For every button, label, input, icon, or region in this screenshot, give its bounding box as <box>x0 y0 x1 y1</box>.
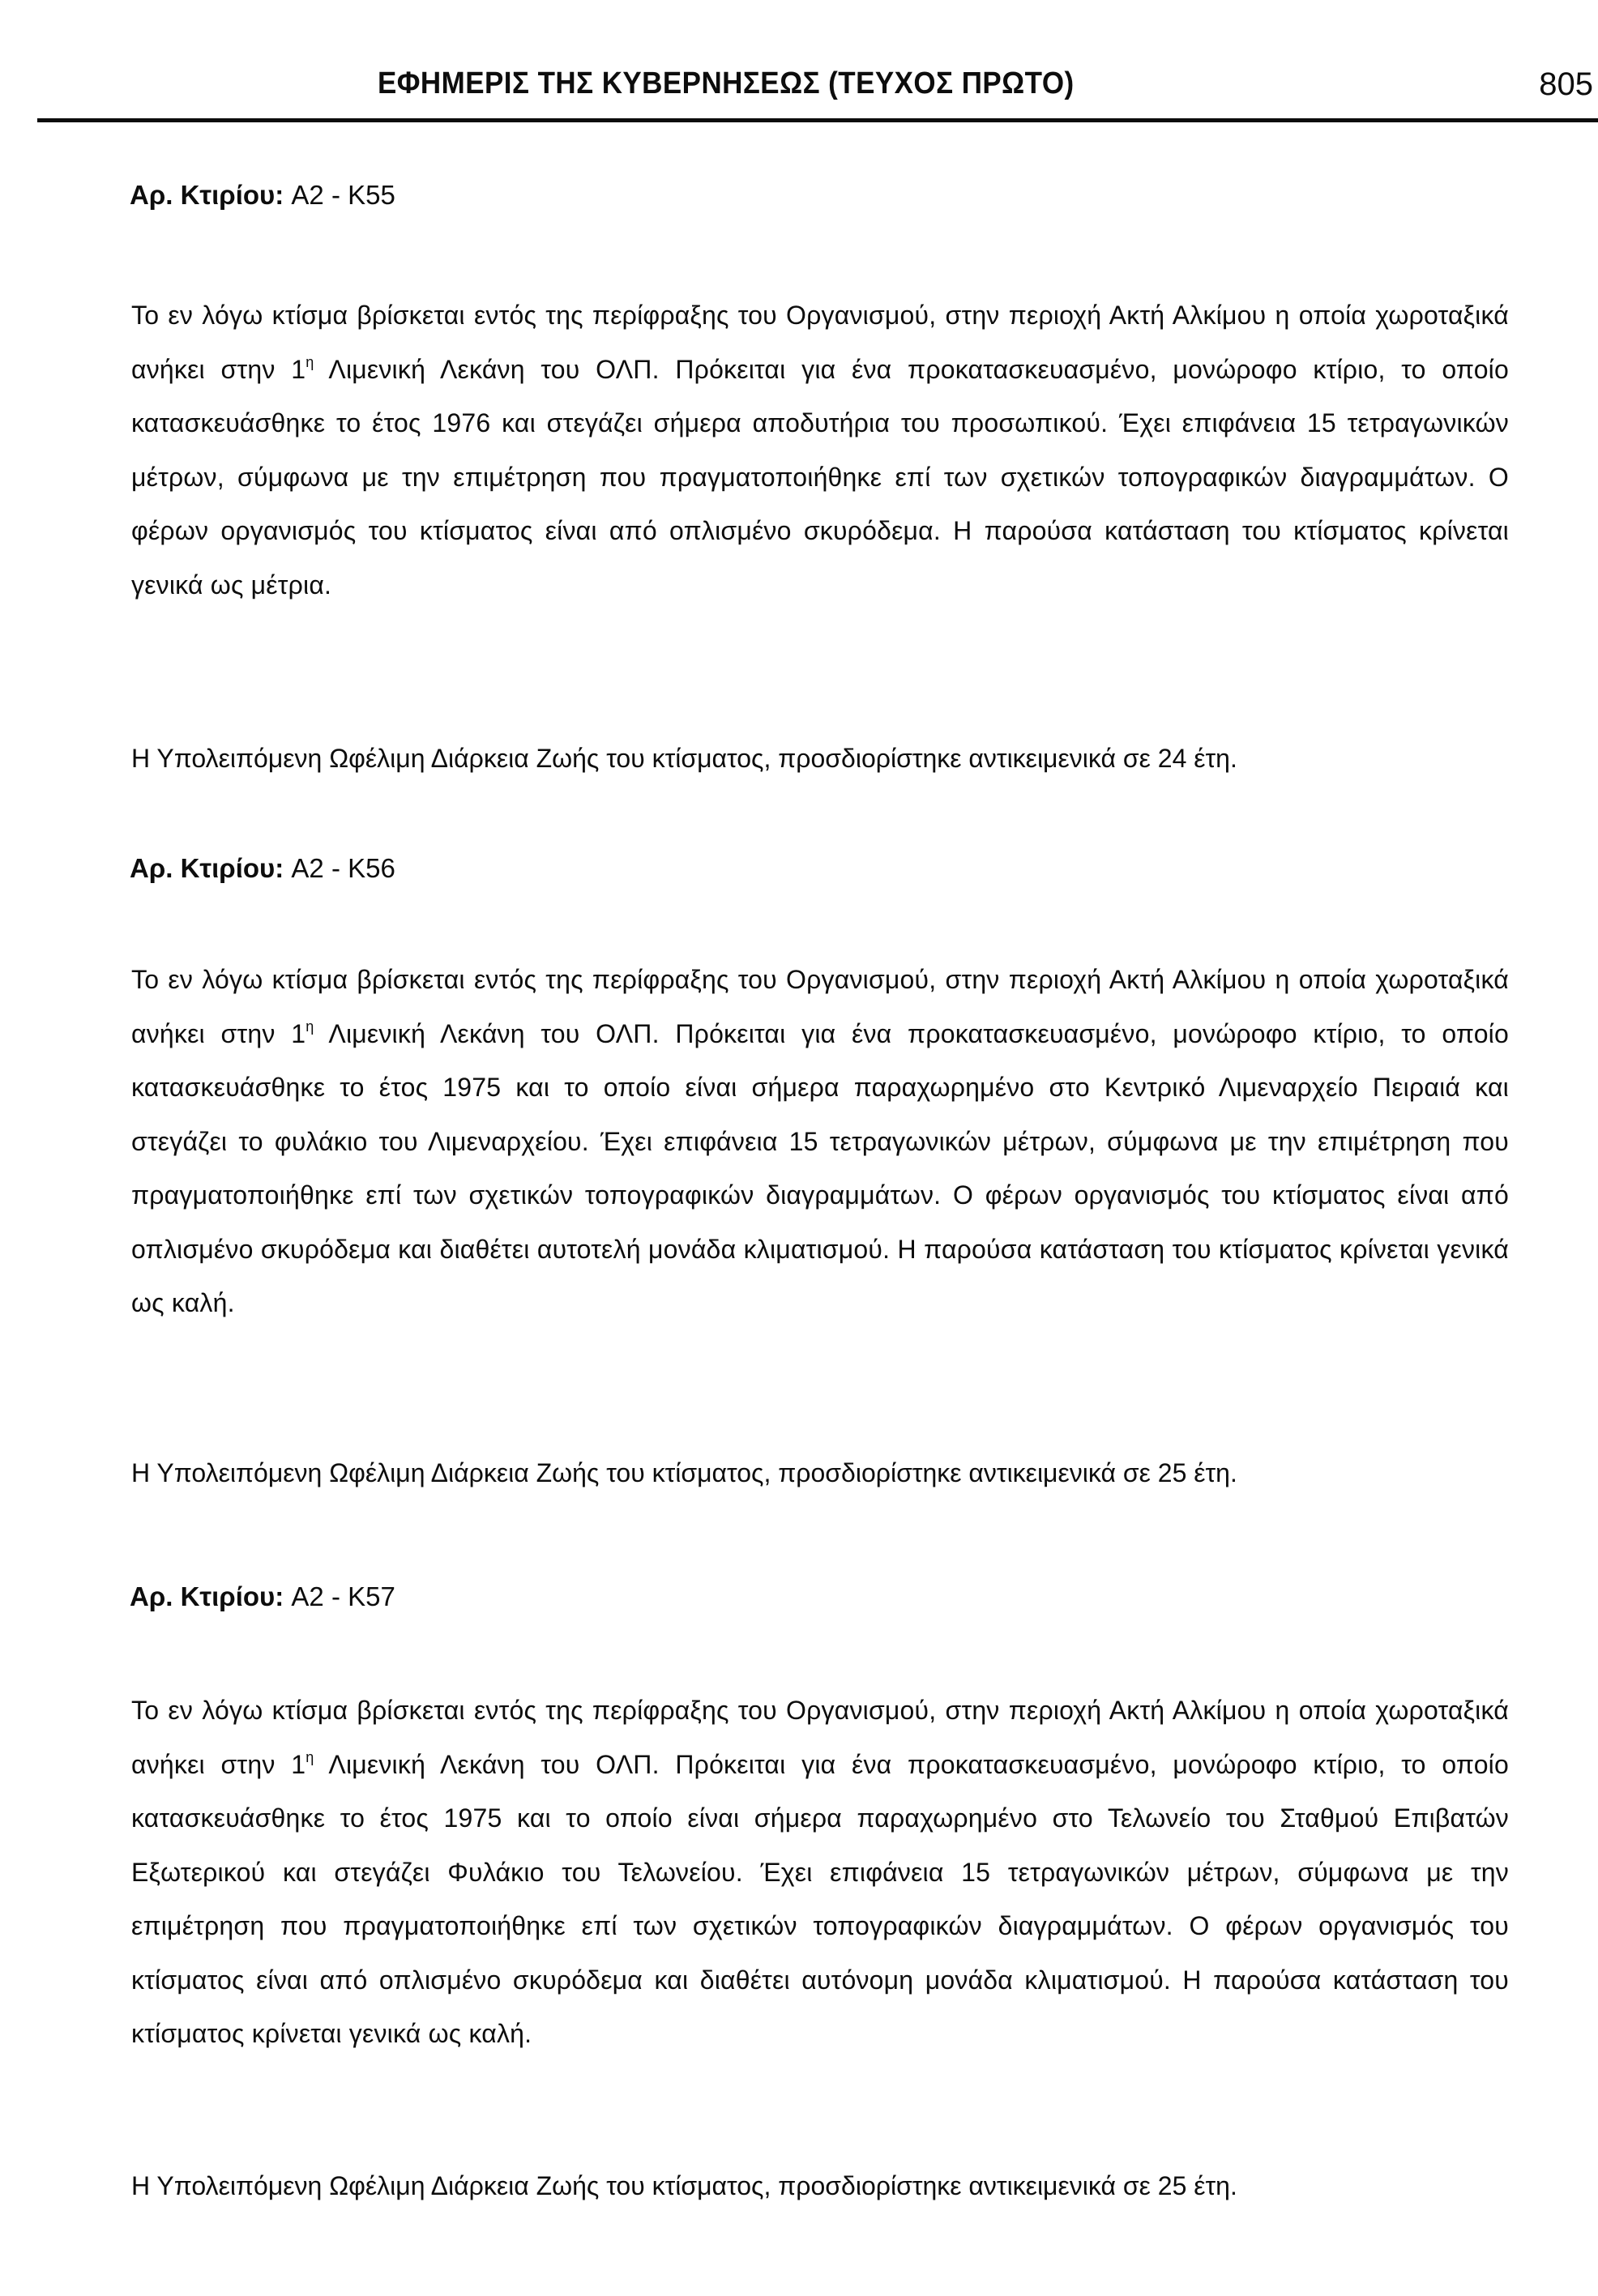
building-code: Α2 - Κ57 <box>291 1581 395 1611</box>
building-heading-k56 <box>130 853 395 884</box>
building-heading-k57 <box>130 1581 395 1612</box>
building-number-label: Αρ. Κτιρίου: <box>130 1581 284 1611</box>
ordinal-superscript: η <box>306 1748 314 1765</box>
remaining-life-k56: Η Υπολειπόμενη Ωφέλιμη Διάρκεια Ζωής του κτίσματος, προσδιορίστηκε αντικειμενικά σε 25 έτη. <box>131 1458 1237 1487</box>
building-description-k55 <box>131 288 1509 612</box>
building-code: Α2 - Κ55 <box>291 180 395 210</box>
building-number-label: Αρ. Κτιρίου: <box>130 180 284 210</box>
building-number-label: Αρ. Κτιρίου: <box>130 853 284 883</box>
building-description-k56 <box>131 953 1509 1330</box>
description-text: Το εν λόγω κτίσμα βρίσκεται εντός της περίφραξης του Οργανισμού, στην περιοχή Ακτή Αλκίμου η οποία χωροταξικά ανήκει στην 1 <box>131 965 1509 1048</box>
description-text: Λιμενική Λεκάνη του ΟΛΠ. Πρόκειται για ένα προκατασκευασμένο, μονώροφο κτίριο, το οποίο κατασκευάσθηκε το έτος 1975 και το οποίο είναι σήμερα παραχωρημένο στο Κεντρικό Λιμεναρχείο Πειραιά και στεγάζει το φυλάκιο του Λιμεναρχείου. Έχει επιφάνεια 15 τετραγωνικών μέτρων, σύμφωνα με την επιμέτρηση που πραγματοποιήθηκε επί των σχετικών τοπογραφικών διαγραμμάτων. Ο φέρων οργανισμός του κτίσματος είναι από οπλισμένο σκυρόδεμα και διαθέτει αυτοτελή μονάδα κλιματισμού. Η παρούσα κατάσταση του κτίσματος κρίνεται γενικά ως καλή. <box>131 1018 1509 1317</box>
ordinal-superscript: η <box>306 353 314 370</box>
ordinal-superscript: η <box>306 1018 314 1035</box>
remaining-life-k57: Η Υπολειπόμενη Ωφέλιμη Διάρκεια Ζωής του κτίσματος, προσδιορίστηκε αντικειμενικά σε 25 έτη. <box>131 2171 1237 2200</box>
building-code: Α2 - Κ56 <box>291 853 395 883</box>
running-header <box>37 66 1598 123</box>
header-divider <box>37 118 1598 122</box>
remaining-life-k55: Η Υπολειπόμενη Ωφέλιμη Διάρκεια Ζωής του κτίσματος, προσδιορίστηκε αντικειμενικά σε 24 έτη. <box>131 744 1237 773</box>
description-text: Λιμενική Λεκάνη του ΟΛΠ. Πρόκειται για ένα προκατασκευασμένο, μονώροφο κτίριο, το οποίο κατασκευάσθηκε το έτος 1975 και το οποίο είναι σήμερα παραχωρημένο στο Τελωνείο του Σταθμού Επιβατών Εξωτερικού και στεγάζει Φυλάκιο του Τελωνείου. Έχει επιφάνεια 15 τετραγωνικών μέτρων, σύμφωνα με την επιμέτρηση που πραγματοποιήθηκε επί των σχετικών τοπογραφικών διαγραμμάτων. Ο φέρων οργανισμός του κτίσματος είναι από οπλισμένο σκυρόδεμα και διαθέτει αυτόνομη μονάδα κλιματισμού. Η παρούσα κατάσταση του κτίσματος κρίνεται γενικά ως καλή. <box>131 1749 1509 2048</box>
description-text: Το εν λόγω κτίσμα βρίσκεται εντός της περίφραξης του Οργανισμού, στην περιοχή Ακτή Αλκίμου η οποία χωροταξικά ανήκει στην 1 <box>131 301 1509 384</box>
building-heading-k55 <box>130 180 395 211</box>
building-description-k57 <box>131 1684 1509 2061</box>
description-text: Το εν λόγω κτίσμα βρίσκεται εντός της περίφραξης του Οργανισμού, στην περιοχή Ακτή Αλκίμου η οποία χωροταξικά ανήκει στην 1 <box>131 1696 1509 1779</box>
description-text: Λιμενική Λεκάνη του ΟΛΠ. Πρόκειται για ένα προκατασκευασμένο, μονώροφο κτίριο, το οποίο κατασκευάσθηκε το έτος 1976 και στεγάζει σήμερα αποδυτήρια του προσωπικού. Έχει επιφάνεια 15 τετραγωνικών μέτρων, σύμφωνα με την επιμέτρηση που πραγματοποιήθηκε επί των σχετικών τοπογραφικών διαγραμμάτων. Ο φέρων οργανισμός του κτίσματος είναι από οπλισμένο σκυρόδεμα. Η παρούσα κατάσταση του κτίσματος κρίνεται γενικά ως μέτρια. <box>131 354 1509 600</box>
gazette-title: ΕΦΗΜΕΡΙΣ ΤΗΣ ΚΥΒΕΡΝΗΣΕΩΣ (ΤΕΥΧΟΣ ΠΡΩΤΟ) <box>378 66 1075 100</box>
page-number: 805 <box>1539 66 1593 102</box>
